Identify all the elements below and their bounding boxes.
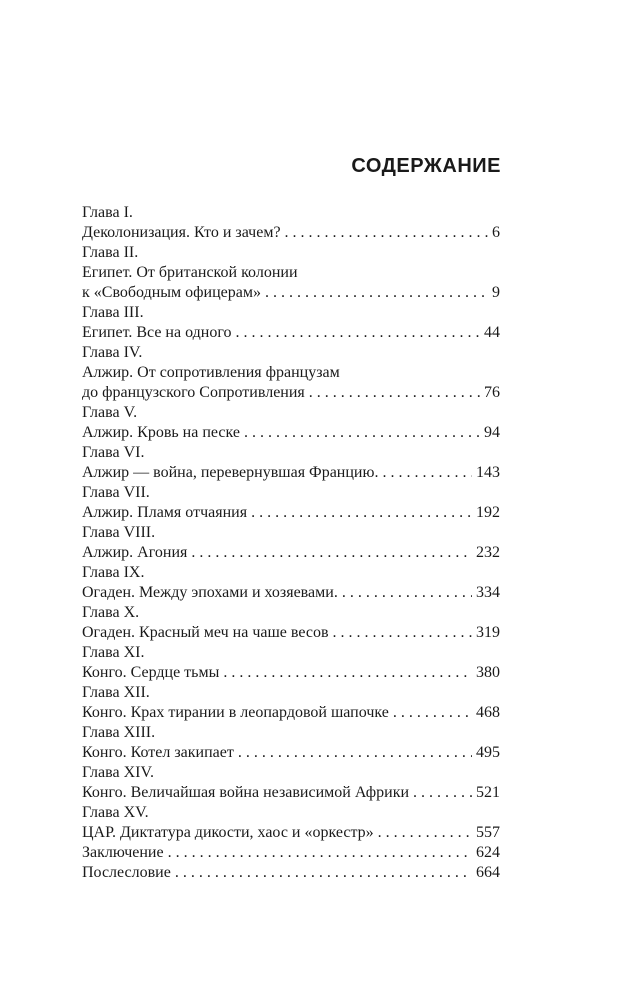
chapter-number: Глава I. xyxy=(82,204,133,221)
page-number: 232 xyxy=(476,544,500,561)
page-number: 94 xyxy=(484,424,500,441)
dot-leader xyxy=(168,843,472,863)
chapter-title: Алжир. Кровь на песке xyxy=(82,424,240,441)
chapter-title: Заключение xyxy=(82,844,164,861)
chapter-title: Деколонизация. Кто и зачем? xyxy=(82,224,281,241)
chapter-title: Послесловие xyxy=(82,864,171,881)
chapter-title-line: Алжир. От сопротивления французам xyxy=(82,364,340,381)
toc-entry xyxy=(82,563,500,603)
page-number: 44 xyxy=(484,324,500,341)
dot-leader xyxy=(238,743,472,763)
dot-leader xyxy=(309,383,480,403)
chapter-title-line: Египет. От британской колонии xyxy=(82,264,298,281)
toc-entry xyxy=(82,723,500,763)
dot-leader xyxy=(251,503,472,523)
chapter-number: Глава VII. xyxy=(82,484,150,501)
page-number: 624 xyxy=(476,844,500,861)
chapter-number: Глава II. xyxy=(82,244,139,261)
dot-leader xyxy=(175,863,472,883)
page-number: 521 xyxy=(476,784,500,801)
toc-line xyxy=(82,583,500,603)
toc-entry xyxy=(82,763,500,803)
page-number: 664 xyxy=(476,864,500,881)
toc-entry xyxy=(82,483,500,523)
chapter-title: Алжир. Пламя отчаяния xyxy=(82,504,248,521)
toc-line xyxy=(82,863,500,883)
toc-line xyxy=(82,543,500,563)
dot-leader xyxy=(382,463,472,483)
toc-entry xyxy=(82,843,500,863)
toc-entry xyxy=(82,523,500,563)
dot-leader xyxy=(333,623,473,643)
table-of-contents xyxy=(82,203,500,883)
toc-line xyxy=(82,843,500,863)
page-number: 495 xyxy=(476,744,500,761)
toc-entry xyxy=(82,603,500,643)
chapter-number: Глава III. xyxy=(82,304,144,321)
toc-line xyxy=(82,463,500,483)
dot-leader xyxy=(413,783,472,803)
page-number: 192 xyxy=(476,504,500,521)
chapter-title: Алжир. Агония xyxy=(82,544,188,561)
toc-entry xyxy=(82,443,500,483)
dot-leader xyxy=(285,223,488,243)
chapter-number: Глава XIV. xyxy=(82,764,154,781)
page-number: 334 xyxy=(476,584,500,601)
page-title: СОДЕРЖАНИЕ xyxy=(351,155,501,177)
toc-line xyxy=(82,283,500,303)
toc-entry xyxy=(82,863,500,883)
dot-leader xyxy=(342,583,472,603)
toc-entry xyxy=(82,403,500,443)
dot-leader xyxy=(244,423,480,443)
chapter-title: Алжир — война, перевернувшая Францию. xyxy=(82,464,379,481)
chapter-number: Глава XV. xyxy=(82,804,149,821)
chapter-number: Глава XII. xyxy=(82,684,150,701)
chapter-number: Глава V. xyxy=(82,404,138,421)
toc-line xyxy=(82,823,500,843)
chapter-number: Глава XI. xyxy=(82,644,145,661)
chapter-title: Огаден. Между эпохами и хозяевами. xyxy=(82,584,338,601)
page-number: 9 xyxy=(492,284,500,301)
toc-entry xyxy=(82,343,500,403)
dot-leader xyxy=(378,823,472,843)
toc-line xyxy=(82,663,500,683)
toc-entry xyxy=(82,643,500,683)
chapter-number: Глава X. xyxy=(82,604,140,621)
dot-leader xyxy=(191,543,472,563)
toc-entry xyxy=(82,243,500,303)
toc-line xyxy=(82,223,500,243)
chapter-title: Египет. Все на одного xyxy=(82,324,232,341)
toc-entry xyxy=(82,303,500,343)
toc-line xyxy=(82,623,500,643)
chapter-number: Глава IV. xyxy=(82,344,143,361)
toc-line xyxy=(82,383,500,403)
chapter-title: Конго. Котел закипает xyxy=(82,744,234,761)
page-number: 557 xyxy=(476,824,500,841)
toc-entry xyxy=(82,803,500,843)
chapter-title: до французского Сопротивления xyxy=(82,384,305,401)
chapter-title: Конго. Крах тирании в леопардовой шапочке xyxy=(82,704,389,721)
toc-line xyxy=(82,503,500,523)
dot-leader xyxy=(393,703,472,723)
toc-entry xyxy=(82,683,500,723)
toc-line xyxy=(82,743,500,763)
chapter-title: ЦАР. Диктатура дикости, хаос и «оркестр» xyxy=(82,824,374,841)
chapter-number: Глава XIII. xyxy=(82,724,156,741)
chapter-number: Глава IX. xyxy=(82,564,145,581)
dot-leader xyxy=(265,283,488,303)
toc-line xyxy=(82,323,500,343)
chapter-title: Конго. Сердце тьмы xyxy=(82,664,220,681)
chapter-title: Огаден. Красный меч на чаше весов xyxy=(82,624,329,641)
dot-leader xyxy=(223,663,472,683)
toc-line xyxy=(82,423,500,443)
toc-entry xyxy=(82,203,500,243)
dot-leader xyxy=(236,323,481,343)
page-number: 76 xyxy=(484,384,500,401)
page-number: 380 xyxy=(476,664,500,681)
chapter-number: Глава VIII. xyxy=(82,524,156,541)
page-number: 6 xyxy=(492,224,500,241)
chapter-title: Конго. Величайшая война независимой Африки xyxy=(82,784,410,801)
chapter-number: Глава VI. xyxy=(82,444,145,461)
page-number: 468 xyxy=(476,704,500,721)
page-number: 319 xyxy=(476,624,500,641)
chapter-title: к «Свободным офицерам» xyxy=(82,284,261,301)
page-number: 143 xyxy=(476,464,500,481)
toc-line xyxy=(82,703,500,723)
toc-line xyxy=(82,783,500,803)
